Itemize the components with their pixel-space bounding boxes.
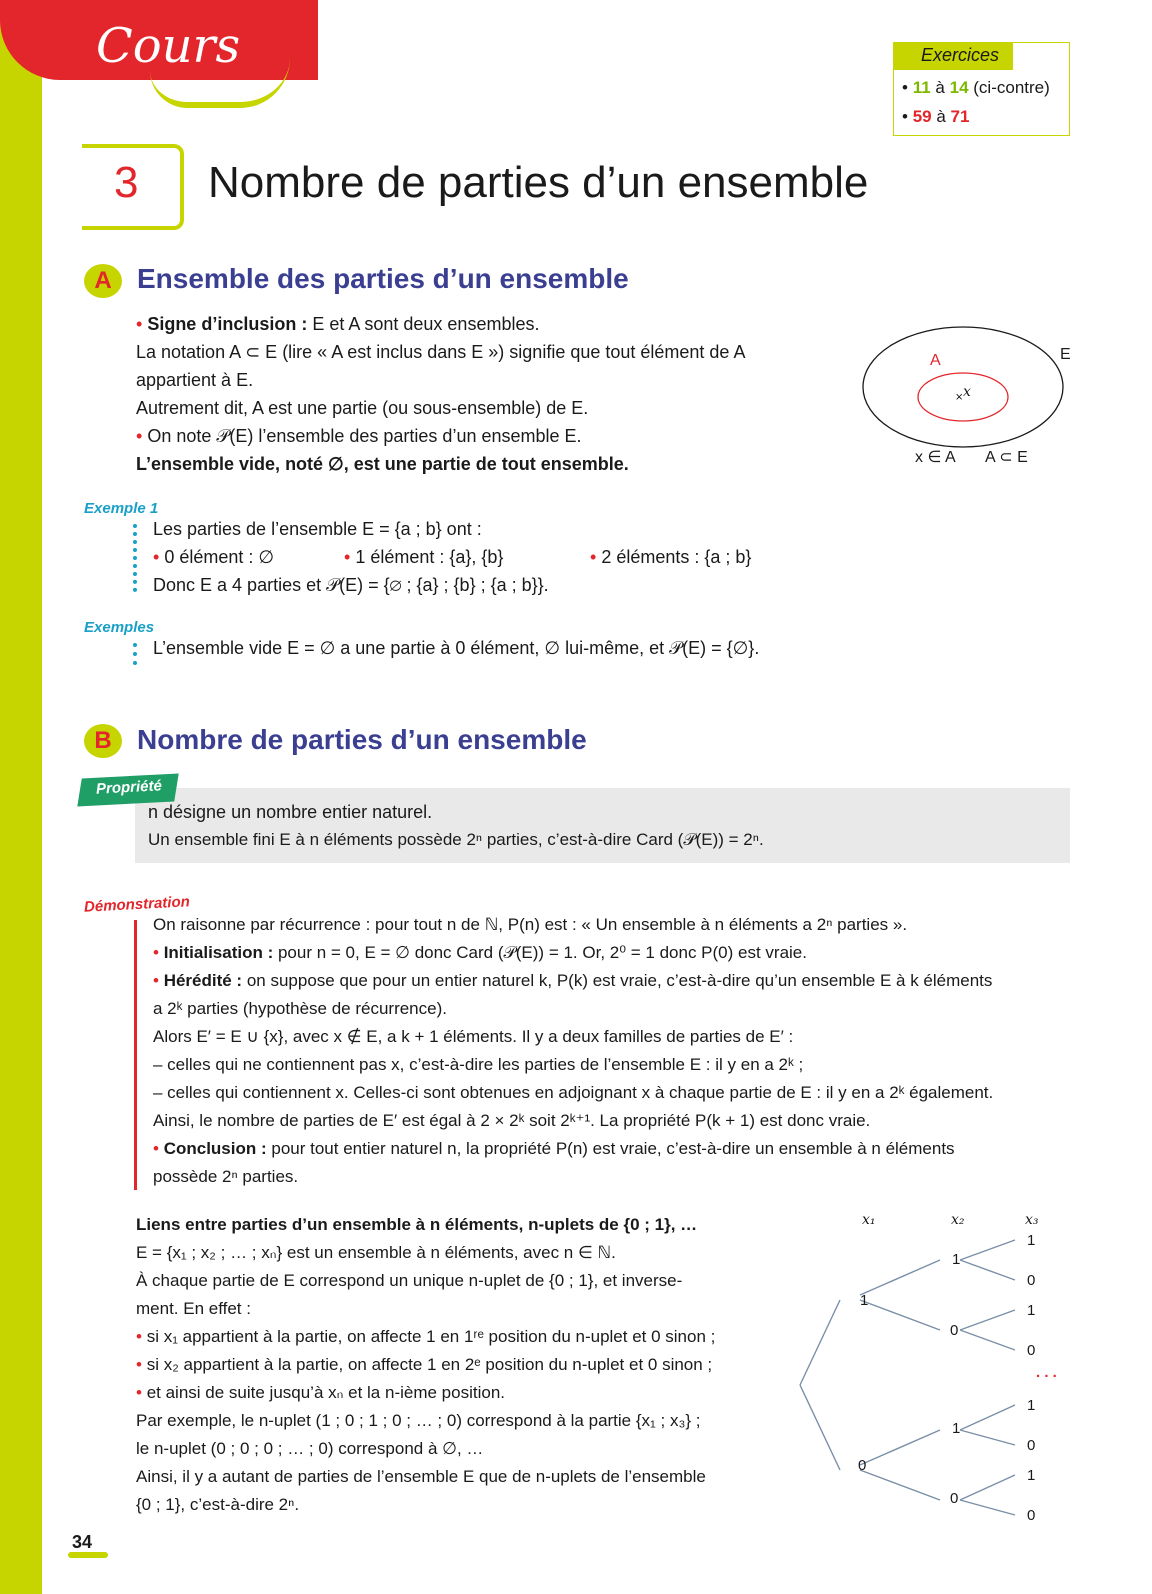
tree-leaf-100: 0 bbox=[1027, 1342, 1036, 1359]
example-2-tag: Exemples bbox=[84, 619, 155, 636]
inclusion-line: • Signe d’inclusion : E et A sont deux ensembles. bbox=[136, 314, 540, 334]
exercices-title: Exercices bbox=[921, 45, 1000, 65]
notation-line: La notation A ⊂ E (lire « A est inclus dans E ») signifie que tout élément de A bbox=[136, 342, 746, 362]
demonstration-bar bbox=[134, 920, 137, 1190]
parties-set-line: • On note 𝒫(E) l’ensemble des parties d’un ensemble E. bbox=[136, 426, 582, 446]
property-line-2: Un ensemble fini E à n éléments possède 2ⁿ parties, c’est-à-dire Card (𝒫(E)) = 2ⁿ. bbox=[148, 830, 764, 849]
demonstration-text bbox=[153, 911, 1073, 1191]
example-2-dots bbox=[133, 643, 141, 665]
demo-line-10: possède 2ⁿ parties. bbox=[153, 1167, 299, 1186]
demo-conclusion: • Conclusion : pour tout entier naturel n, la propriété P(n) est vraie, c’est-à-dire un ensemble à n éléments bbox=[153, 1139, 955, 1158]
tree-leaf-010: 0 bbox=[1027, 1437, 1036, 1454]
tree-header-x1: x₁ bbox=[862, 1212, 876, 1228]
links-title: Liens entre parties d’un ensemble à n éléments, n-uplets de {0 ; 1}, … bbox=[136, 1215, 698, 1234]
links-line-4: • si x₁ appartient à la partie, on affecte 1 en 1ʳᵉ position du n-uplet et 0 sinon ; bbox=[136, 1327, 716, 1346]
section-b-title: Nombre de parties d’un ensemble bbox=[137, 724, 587, 755]
tree-node-0: 0 bbox=[858, 1457, 867, 1474]
exercices-line-1[interactable]: • 11 à 14 (ci-contre) bbox=[902, 78, 1050, 97]
tree-leaf-001: 1 bbox=[1027, 1467, 1036, 1484]
demo-line-5: Alors E′ = E ∪ {x}, avec x ∉ E, a k + 1 éléments. Il y a deux familles de parties de E′ : bbox=[153, 1027, 794, 1046]
tree-branch-10 bbox=[960, 1310, 1015, 1350]
section-b-badge: B bbox=[84, 724, 122, 758]
diagram-label-e: E bbox=[1060, 346, 1071, 363]
tree-node-00: 0 bbox=[950, 1490, 959, 1507]
links-line-5: • si x₂ appartient à la partie, on affecte 1 en 2ᵉ position du n-uplet et 0 sinon ; bbox=[136, 1355, 713, 1374]
demo-line-6: – celles qui ne contiennent pas x, c’est-à-dire les parties de l’ensemble E : il y en a 2ᵏ ; bbox=[153, 1055, 804, 1074]
links-text bbox=[136, 1211, 796, 1519]
svg-text:×: × bbox=[955, 392, 964, 403]
tree-node-10: 0 bbox=[950, 1322, 959, 1339]
links-line-6: • et ainsi de suite jusqu’à xₙ et la n-ième position. bbox=[136, 1383, 505, 1402]
diagram-caption-2: A ⊂ E bbox=[985, 449, 1028, 466]
tree-ellipsis: . . . bbox=[1036, 1364, 1057, 1381]
tree-leaf-101: 1 bbox=[1027, 1302, 1036, 1319]
page-number: 34 bbox=[72, 1532, 93, 1552]
links-line-10: {0 ; 1}, c’est-à-dire 2ⁿ. bbox=[136, 1495, 300, 1514]
example-1-case-1: • 1 élément : {a}, {b} bbox=[344, 547, 504, 567]
links-line-8: le n-uplet (0 ; 0 ; 0 ; … ; 0) correspond à ∅, … bbox=[136, 1439, 484, 1458]
demo-line-7: – celles qui contiennent x. Celles-ci sont obtenues en adjoignant x à chaque partie de E : il y en a 2ᵏ également. bbox=[153, 1083, 994, 1102]
tree-header-x3: x₃ bbox=[1025, 1212, 1039, 1228]
demo-initialisation: • Initialisation : pour n = 0, E = ∅ donc Card (𝒫(E)) = 1. Or, 2⁰ = 1 donc P(0) est vraie. bbox=[153, 943, 807, 962]
example-1-case-0: • 0 élément : ∅ bbox=[153, 547, 275, 567]
section-a-title: Ensemble des parties d’un ensemble bbox=[137, 263, 629, 294]
tree-branch-00 bbox=[960, 1475, 1015, 1515]
tree-leaf-011: 1 bbox=[1027, 1397, 1036, 1414]
links-line-9: Ainsi, il y a autant de parties de l’ensemble E que de n-uplets de l’ensemble bbox=[136, 1467, 706, 1486]
demo-heredite: • Hérédité : on suppose que pour un entier naturel k, P(k) est vraie, c’est-à-dire qu’un ensemble E à k éléments bbox=[153, 971, 993, 990]
section-a-text bbox=[136, 310, 816, 478]
tree-branch-11 bbox=[960, 1240, 1015, 1280]
links-line-3: ment. En effet : bbox=[136, 1299, 251, 1318]
section-a-badge: A bbox=[84, 264, 122, 298]
diagram-label-a: A bbox=[930, 352, 941, 369]
tree-branch-root bbox=[800, 1300, 840, 1470]
links-line-2: À chaque partie de E correspond un unique n-uplet de {0 ; 1}, et inverse- bbox=[136, 1271, 683, 1290]
empty-set-line: L’ensemble vide, noté ∅, est une partie de tout ensemble. bbox=[136, 454, 629, 474]
tree-leaf-111: 1 bbox=[1027, 1232, 1036, 1249]
example-2-line: L’ensemble vide E = ∅ a une partie à 0 élément, ∅ lui-même, et 𝒫(E) = {∅}. bbox=[153, 638, 760, 658]
links-line-7: Par exemple, le n-uplet (1 ; 0 ; 1 ; 0 ; … ; 0) correspond à la partie {x₁ ; x₃} ; bbox=[136, 1411, 701, 1430]
tree-leaf-110: 0 bbox=[1027, 1272, 1036, 1289]
tree-branch-0 bbox=[860, 1430, 940, 1500]
tree-header-x2: x₂ bbox=[951, 1212, 965, 1228]
demo-line-8: Ainsi, le nombre de parties de E′ est égal à 2 × 2ᵏ soit 2ᵏ⁺¹. La propriété P(k + 1) est donc vraie. bbox=[153, 1111, 871, 1130]
demo-line-4: a 2ᵏ parties (hypothèse de récurrence). bbox=[153, 999, 447, 1018]
example-1-case-2: • 2 éléments : {a ; b} bbox=[590, 547, 752, 567]
links-line-1: E = {x₁ ; x₂ ; … ; xₙ} est un ensemble à n éléments, avec n ∈ ℕ. bbox=[136, 1243, 616, 1262]
chapter-title: Nombre de parties d’un ensemble bbox=[208, 158, 869, 207]
notation-line-2: appartient à E. bbox=[136, 370, 254, 390]
demo-line-1: On raisonne par récurrence : pour tout n de ℕ, P(n) est : « Un ensemble à n éléments a 2ⁿ parties ». bbox=[153, 915, 908, 934]
tree-leaf-000: 0 bbox=[1027, 1507, 1036, 1524]
chapter-number: 3 bbox=[114, 158, 139, 207]
example-1-dots bbox=[133, 524, 141, 592]
tree-node-01: 1 bbox=[952, 1420, 961, 1437]
example-1-tag: Exemple 1 bbox=[84, 500, 159, 517]
page-number-wave bbox=[68, 1552, 108, 1558]
tree-branch-1 bbox=[860, 1260, 940, 1330]
demonstration-tag: Démonstration bbox=[83, 893, 191, 916]
example-1-line-3: Donc E a 4 parties et 𝒫(E) = {∅ ; {a} ; {b} ; {a ; b}}. bbox=[153, 575, 549, 595]
inclusion-diagram bbox=[855, 325, 1085, 475]
tree-node-1: 1 bbox=[860, 1292, 869, 1309]
cours-label: Cours bbox=[96, 18, 241, 74]
diagram-caption-1: x ∈ A bbox=[915, 449, 956, 466]
example-1-line-1: Les parties de l’ensemble E = {a ; b} ont : bbox=[153, 519, 482, 539]
diagram-label-x: x bbox=[963, 384, 971, 400]
exercices-line-2[interactable]: • 59 à 71 bbox=[902, 107, 970, 126]
property-tag: Propriété bbox=[95, 777, 163, 798]
partie-line: Autrement dit, A est une partie (ou sous-ensemble) de E. bbox=[136, 398, 589, 418]
property-line-1: n désigne un nombre entier naturel. bbox=[148, 802, 433, 822]
tree-node-11: 1 bbox=[952, 1251, 961, 1268]
tree-branch-01 bbox=[960, 1405, 1015, 1445]
left-margin-bar bbox=[0, 0, 42, 1594]
